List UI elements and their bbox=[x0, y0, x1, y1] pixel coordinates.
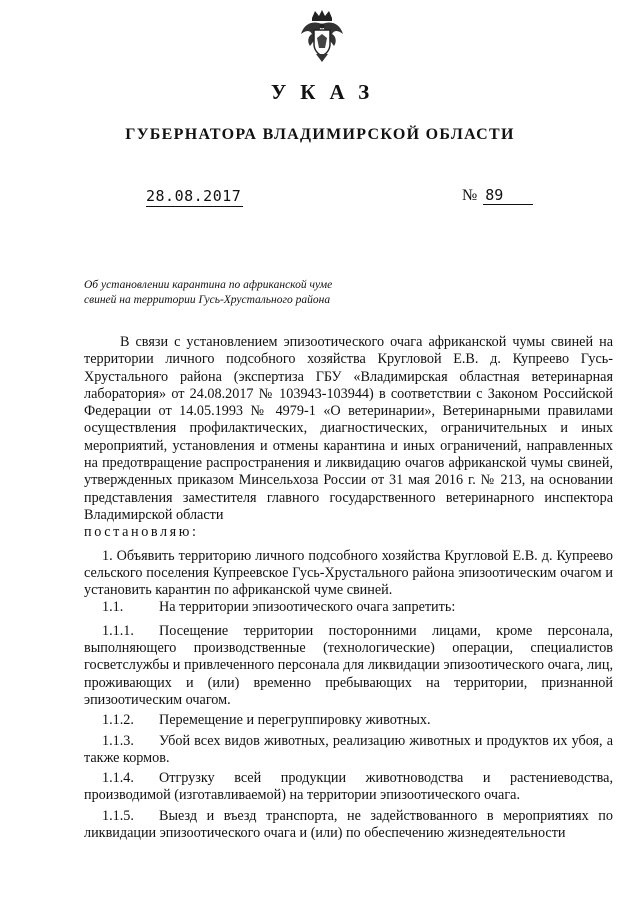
item-text: Выезд и въезд транспорта, не задействованного в мероприятиях по ликвидации эпизоотического очага и (или) по обеспечению жизнедеятельности bbox=[84, 807, 613, 842]
item-number: 1.1. bbox=[102, 599, 124, 616]
item-paragraph bbox=[84, 623, 613, 709]
decree-title: УКАЗ bbox=[270, 80, 384, 104]
item-number: 1.1.5. bbox=[102, 807, 134, 824]
decree-heading bbox=[84, 278, 384, 308]
heading-line: свиней на территории Гусь-Хрустального района bbox=[84, 294, 331, 306]
item-text: Убой всех видов животных, реализацию животных и продуктов их убоя, а также кормов. bbox=[84, 732, 613, 766]
item-paragraph bbox=[84, 733, 613, 768]
number-label: № bbox=[462, 187, 478, 204]
decree-date: 28.08.2017 bbox=[146, 187, 242, 205]
item-paragraph bbox=[84, 712, 613, 729]
item-text: 1. Объявить территорию личного подсобного хозяйства Кругловой Е.В. д. Купреево сельского поселения Купреевское Гусь-Хрустального района эпизоотическим очагом и установить карантин по африканской чуме свиней. bbox=[84, 547, 613, 599]
item-paragraph bbox=[84, 548, 613, 600]
item-number: 1.1.4. bbox=[102, 770, 134, 787]
item-paragraph bbox=[84, 599, 613, 616]
item-text: Перемещение и перегруппировку животных. bbox=[159, 712, 431, 729]
item-number: 1.1.2. bbox=[102, 712, 134, 729]
item-text: Отгрузку всей продукции животноводства и растениеводства, производимой (изготавливаемой) на территории эпизоотического очага. bbox=[84, 770, 613, 804]
resolve-word: постановляю: bbox=[84, 524, 199, 541]
coat-of-arms-emblem bbox=[298, 8, 346, 64]
item-text: Посещение территории посторонними лицами, кроме персонала, выполняющего производственные (технологические) операции, специалистов госветслужбы и привлеченного персонала для ликвидации эпизоотического очага, лиц, проживающих и (или) временно пребывающих на территории, признанной эпизоотическим очагом. bbox=[84, 622, 613, 708]
item-number: 1.1.1. bbox=[102, 622, 134, 639]
preamble-paragraph: В связи с установлением эпизоотического очага африканской чумы свиней на территории личного подсобного хозяйства Кругловой Е.В. д. Купреево Гусь-Хрустального района (экспертиза ГБУ «Владимирская областная ветеринарная лаборатория» от 24.08.2017 № 103943-103944) в соответствии с Законом Российской Федерации от 14.05.1993 № 4979-1 «О ветеринарии», Ветеринарными правилами осуществления профилактических, диагностических, ограничительных и иных мероприятий, установления и отмены карантина и иных ограничений, направленных на предотвращение распространения и ликвидацию очагов африканской чумы свиней, утвержденных приказом Минсельхоза России от 31 мая 2016 г. № 213, на основании представления заместителя главного государственного ветеринарного инспектора Владимирской области bbox=[84, 334, 613, 523]
decree-body bbox=[84, 334, 613, 842]
item-paragraph bbox=[84, 770, 613, 805]
item-text: На территории эпизоотического очага запретить: bbox=[159, 599, 456, 616]
issuer-title: ГУБЕРНАТОРА ВЛАДИМИРСКОЙ ОБЛАСТИ bbox=[125, 126, 515, 143]
heading-line: Об установлении карантина по африканской чуме bbox=[84, 279, 333, 291]
decree-number bbox=[462, 186, 533, 205]
item-paragraph bbox=[84, 808, 613, 843]
item-number: 1.1.3. bbox=[102, 732, 134, 749]
number-value: 89 bbox=[483, 186, 533, 205]
